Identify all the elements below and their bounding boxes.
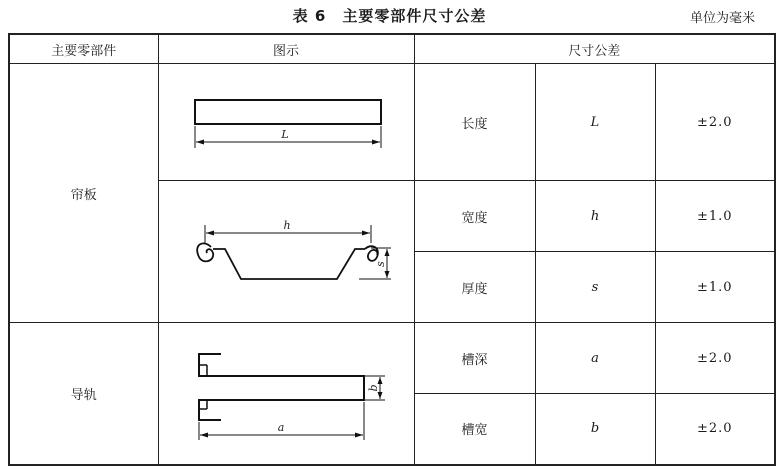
plate-outline xyxy=(195,100,381,124)
table-row xyxy=(9,323,775,394)
label-L: L xyxy=(280,128,289,141)
table-title: 表 6 主要零部件尺寸公差 xyxy=(292,7,487,25)
figure-plate-profile xyxy=(158,181,414,323)
header-figure: 图示 xyxy=(158,34,414,64)
row-tolerance: ±1.0 xyxy=(655,181,775,252)
row-tolerance: ±2.0 xyxy=(655,64,775,181)
row-name: 宽度 xyxy=(414,181,535,252)
row-symbol: s xyxy=(535,252,655,323)
figure-guide-rail xyxy=(158,323,414,465)
row-symbol: a xyxy=(535,323,655,394)
row-tolerance: ±2.0 xyxy=(655,394,775,465)
label-b: b xyxy=(366,384,380,392)
header-part: 主要零部件 xyxy=(9,34,158,64)
profile-body xyxy=(213,249,365,279)
plate-length-diagram xyxy=(159,64,415,181)
row-symbol: b xyxy=(535,394,655,465)
row-name: 长度 xyxy=(414,64,535,181)
row-symbol: h xyxy=(535,181,655,252)
table-caption xyxy=(0,5,779,27)
row-name: 槽深 xyxy=(414,323,535,394)
rail-outline xyxy=(199,354,364,420)
row-tolerance: ±1.0 xyxy=(655,252,775,323)
figure-plate-length xyxy=(158,64,414,181)
row-name: 槽宽 xyxy=(414,394,535,465)
part-curtain-plate: 帘板 xyxy=(9,64,158,323)
arrow-right xyxy=(372,140,380,145)
table-row xyxy=(9,64,775,181)
left-curl xyxy=(197,243,213,261)
header-row xyxy=(9,34,775,64)
unit-note: 单位为毫米 xyxy=(689,11,755,26)
tolerance-table xyxy=(8,33,776,466)
row-tolerance: ±2.0 xyxy=(655,323,775,394)
label-s: s xyxy=(373,261,387,267)
arrow-left xyxy=(196,140,204,145)
header-tolerance: 尺寸公差 xyxy=(414,34,775,64)
row-symbol: L xyxy=(535,64,655,181)
plate-profile-diagram xyxy=(159,181,415,323)
guide-rail-diagram xyxy=(159,323,415,465)
part-guide-rail: 导轨 xyxy=(9,323,158,465)
row-name: 厚度 xyxy=(414,252,535,323)
label-a: a xyxy=(277,421,284,434)
label-h: h xyxy=(282,219,291,232)
